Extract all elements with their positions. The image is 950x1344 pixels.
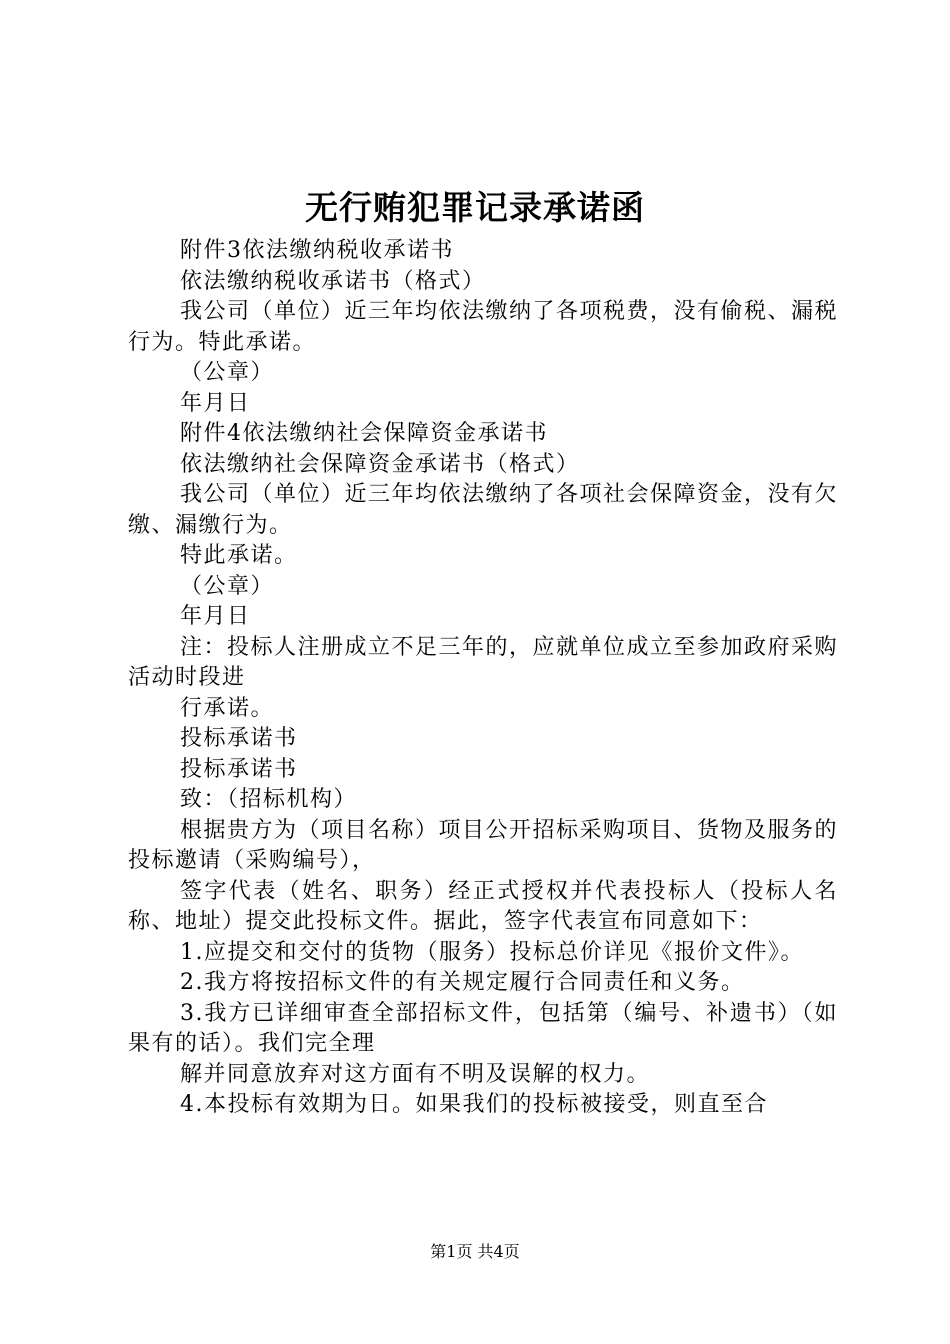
paragraph: 注：投标人注册成立不足三年的，应就单位成立至参加政府采购活动时段进: [128, 634, 839, 690]
paragraph: 我公司（单位）近三年均依法缴纳了各项社会保障资金，没有欠缴、漏缴行为。: [128, 482, 839, 538]
paragraph: 签字代表（姓名、职务）经正式授权并代表投标人（投标人名称、地址）提交此投标文件。据此，签字代表宣布同意如下：: [128, 878, 838, 934]
paragraph: 致：（招标机构）: [180, 787, 358, 812]
paragraph: 3.我方已详细审查全部招标文件，包括第（编号、补遗书）（如果有的话）。我们完全理: [128, 1000, 838, 1056]
page-indicator: 第1页 共4页: [430, 1242, 520, 1261]
paragraph: （公章）: [180, 573, 275, 599]
paragraph: 依法缴纳社会保障资金承诺书（格式）: [180, 451, 580, 477]
paragraph: 投标承诺书: [180, 726, 298, 751]
document-body: [128, 236, 838, 1121]
paragraph: 我公司（单位）近三年均依法缴纳了各项税费，没有偷税、漏税行为。特此承诺。: [128, 299, 839, 355]
paragraph: 2.我方将按招标文件的有关规定履行合同责任和义务。: [180, 970, 745, 995]
page-footer: [0, 1241, 950, 1263]
paragraph: 年月日: [180, 390, 251, 416]
paragraph: 行承诺。: [180, 695, 275, 721]
paragraph: 附件3依法缴纳税收承诺书: [180, 238, 454, 263]
paragraph: （公章）: [180, 360, 275, 385]
paragraph: 投标承诺书: [180, 756, 298, 782]
paragraph: 1.应提交和交付的货物（服务）投标总价详见《报价文件》。: [180, 939, 804, 965]
paragraph: 解并同意放弃对这方面有不明及误解的权力。: [180, 1061, 651, 1087]
paragraph: 年月日: [180, 604, 251, 629]
paragraph: 特此承诺。: [180, 543, 298, 568]
paragraph: 附件4依法缴纳社会保障资金承诺书: [180, 421, 548, 446]
paragraph: 根据贵方为（项目名称）项目公开招标采购项目、货物及服务的投标邀请（采购编号），: [128, 817, 839, 873]
paragraph: 依法缴纳税收承诺书（格式）: [180, 268, 486, 294]
paragraph: 4.本投标有效期为日。如果我们的投标被接受，则直至合: [180, 1092, 768, 1117]
document-title: 无行贿犯罪记录承诺函: [305, 188, 645, 227]
